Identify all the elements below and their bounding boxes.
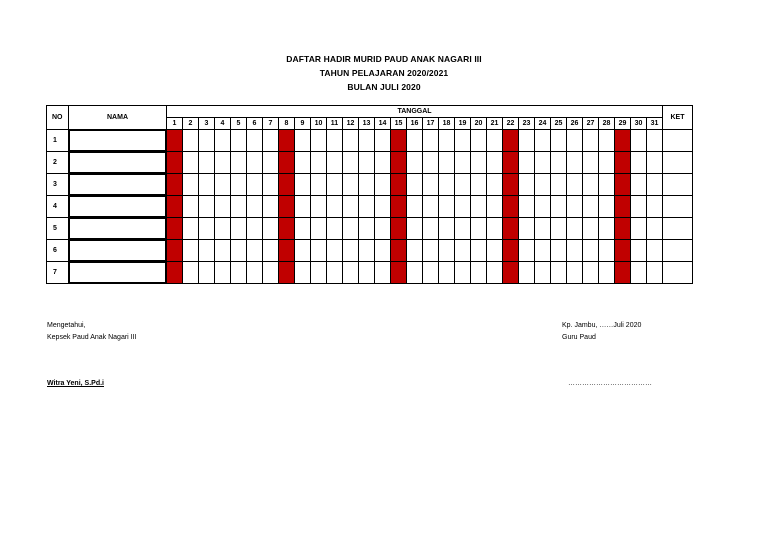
attendance-day-cell[interactable] <box>631 262 647 284</box>
ket-cell[interactable] <box>663 174 693 196</box>
attendance-day-cell[interactable] <box>599 174 615 196</box>
attendance-day-cell[interactable] <box>327 218 343 240</box>
holiday-day-cell <box>167 152 183 174</box>
holiday-day-cell <box>615 174 631 196</box>
holiday-day-cell <box>615 130 631 152</box>
attendance-day-cell[interactable] <box>519 130 535 152</box>
attendance-day-cell[interactable] <box>439 240 455 262</box>
attendance-day-cell[interactable] <box>567 130 583 152</box>
holiday-day-cell <box>503 174 519 196</box>
attendance-day-cell[interactable] <box>199 240 215 262</box>
attendance-day-cell[interactable] <box>551 130 567 152</box>
attendance-day-cell[interactable] <box>183 262 199 284</box>
attendance-day-cell[interactable] <box>359 240 375 262</box>
holiday-day-cell <box>615 240 631 262</box>
attendance-day-cell[interactable] <box>199 218 215 240</box>
attendance-day-cell[interactable] <box>215 196 231 218</box>
ket-cell[interactable] <box>663 196 693 218</box>
day-header: 2 <box>183 118 199 130</box>
attendance-day-cell[interactable] <box>599 218 615 240</box>
attendance-day-cell[interactable] <box>199 130 215 152</box>
day-header: 16 <box>407 118 423 130</box>
attendance-day-cell[interactable] <box>455 130 471 152</box>
student-row <box>47 196 693 218</box>
student-name-cell[interactable] <box>69 262 167 284</box>
attendance-day-cell[interactable] <box>583 152 599 174</box>
ket-cell[interactable] <box>663 130 693 152</box>
holiday-day-cell <box>279 130 295 152</box>
attendance-day-cell[interactable] <box>535 152 551 174</box>
row-number: 4 <box>47 196 69 218</box>
attendance-day-cell[interactable] <box>311 240 327 262</box>
attendance-day-cell[interactable] <box>439 262 455 284</box>
attendance-day-cell[interactable] <box>551 218 567 240</box>
attendance-day-cell[interactable] <box>407 218 423 240</box>
day-header: 31 <box>647 118 663 130</box>
day-header: 15 <box>391 118 407 130</box>
student-row <box>47 152 693 174</box>
attendance-day-cell[interactable] <box>263 262 279 284</box>
attendance-day-cell[interactable] <box>423 218 439 240</box>
attendance-day-cell[interactable] <box>263 240 279 262</box>
attendance-day-cell[interactable] <box>535 174 551 196</box>
attendance-day-cell[interactable] <box>535 262 551 284</box>
attendance-day-cell[interactable] <box>455 152 471 174</box>
day-header: 11 <box>327 118 343 130</box>
attendance-day-cell[interactable] <box>519 196 535 218</box>
day-header: 7 <box>263 118 279 130</box>
date-header: TANGGAL <box>167 106 663 118</box>
attendance-day-cell[interactable] <box>327 262 343 284</box>
day-header: 9 <box>295 118 311 130</box>
day-header: 10 <box>311 118 327 130</box>
attendance-day-cell[interactable] <box>311 218 327 240</box>
attendance-day-cell[interactable] <box>295 152 311 174</box>
student-name-cell[interactable] <box>69 130 167 152</box>
day-header: 20 <box>471 118 487 130</box>
attendance-day-cell[interactable] <box>343 130 359 152</box>
attendance-day-cell[interactable] <box>231 240 247 262</box>
attendance-day-cell[interactable] <box>551 174 567 196</box>
attendance-day-cell[interactable] <box>343 262 359 284</box>
student-name-cell[interactable] <box>69 174 167 196</box>
attendance-day-cell[interactable] <box>423 152 439 174</box>
day-header: 8 <box>279 118 295 130</box>
holiday-day-cell <box>391 152 407 174</box>
attendance-day-cell[interactable] <box>471 174 487 196</box>
attendance-day-cell[interactable] <box>295 240 311 262</box>
attendance-day-cell[interactable] <box>631 196 647 218</box>
attendance-day-cell[interactable] <box>375 262 391 284</box>
attendance-day-cell[interactable] <box>423 130 439 152</box>
day-header: 28 <box>599 118 615 130</box>
attendance-day-cell[interactable] <box>599 262 615 284</box>
attendance-day-cell[interactable] <box>535 130 551 152</box>
attendance-day-cell[interactable] <box>215 130 231 152</box>
attendance-day-cell[interactable] <box>455 262 471 284</box>
attendance-day-cell[interactable] <box>567 218 583 240</box>
holiday-day-cell <box>279 262 295 284</box>
ket-cell[interactable] <box>663 262 693 284</box>
attendance-day-cell[interactable] <box>519 240 535 262</box>
row-number: 2 <box>47 152 69 174</box>
document-title <box>0 52 768 94</box>
day-header: 30 <box>631 118 647 130</box>
attendance-day-cell[interactable] <box>455 174 471 196</box>
ket-header: KET <box>663 106 693 130</box>
holiday-day-cell <box>615 196 631 218</box>
holiday-day-cell <box>615 262 631 284</box>
attendance-day-cell[interactable] <box>519 262 535 284</box>
no-header: NO <box>47 106 69 130</box>
holiday-day-cell <box>391 174 407 196</box>
attendance-day-cell[interactable] <box>343 218 359 240</box>
title-line-1: DAFTAR HADIR MURID PAUD ANAK NAGARI III <box>286 54 482 64</box>
attendance-day-cell[interactable] <box>535 218 551 240</box>
attendance-day-cell[interactable] <box>327 240 343 262</box>
row-number: 1 <box>47 130 69 152</box>
attendance-day-cell[interactable] <box>631 174 647 196</box>
attendance-day-cell[interactable] <box>407 130 423 152</box>
attendance-day-cell[interactable] <box>439 196 455 218</box>
attendance-day-cell[interactable] <box>631 218 647 240</box>
title-line-2: TAHUN PELAJARAN 2020/2021 <box>319 68 449 78</box>
attendance-day-cell[interactable] <box>647 174 663 196</box>
attendance-day-cell[interactable] <box>487 152 503 174</box>
attendance-day-cell[interactable] <box>551 152 567 174</box>
attendance-day-cell[interactable] <box>535 196 551 218</box>
day-header: 22 <box>503 118 519 130</box>
day-header: 1 <box>167 118 183 130</box>
footer-right-role: Guru Paud <box>562 334 596 341</box>
holiday-day-cell <box>167 174 183 196</box>
attendance-day-cell[interactable] <box>487 262 503 284</box>
day-header: 27 <box>583 118 599 130</box>
attendance-day-cell[interactable] <box>583 196 599 218</box>
attendance-day-cell[interactable] <box>455 240 471 262</box>
attendance-day-cell[interactable] <box>583 262 599 284</box>
attendance-day-cell[interactable] <box>375 130 391 152</box>
attendance-day-cell[interactable] <box>567 240 583 262</box>
attendance-day-cell[interactable] <box>455 196 471 218</box>
day-header: 29 <box>615 118 631 130</box>
attendance-day-cell[interactable] <box>263 218 279 240</box>
student-name-cell[interactable] <box>69 196 167 218</box>
attendance-day-cell[interactable] <box>439 174 455 196</box>
attendance-day-cell[interactable] <box>375 218 391 240</box>
ket-cell[interactable] <box>663 240 693 262</box>
day-header: 18 <box>439 118 455 130</box>
attendance-day-cell[interactable] <box>263 174 279 196</box>
attendance-day-cell[interactable] <box>311 196 327 218</box>
holiday-day-cell <box>391 196 407 218</box>
attendance-day-cell[interactable] <box>311 174 327 196</box>
attendance-day-cell[interactable] <box>247 218 263 240</box>
attendance-day-cell[interactable] <box>183 130 199 152</box>
attendance-day-cell[interactable] <box>231 174 247 196</box>
attendance-table <box>46 105 693 284</box>
day-header: 3 <box>199 118 215 130</box>
attendance-day-cell[interactable] <box>471 152 487 174</box>
attendance-day-cell[interactable] <box>215 174 231 196</box>
attendance-day-cell[interactable] <box>231 262 247 284</box>
attendance-day-cell[interactable] <box>247 196 263 218</box>
footer-left-label: Mengetahui, <box>47 322 86 329</box>
attendance-day-cell[interactable] <box>311 130 327 152</box>
ket-cell[interactable] <box>663 152 693 174</box>
attendance-day-cell[interactable] <box>231 218 247 240</box>
row-number: 5 <box>47 218 69 240</box>
student-row <box>47 262 693 284</box>
holiday-day-cell <box>503 218 519 240</box>
attendance-day-cell[interactable] <box>647 218 663 240</box>
holiday-day-cell <box>167 262 183 284</box>
attendance-day-cell[interactable] <box>423 262 439 284</box>
attendance-day-cell[interactable] <box>519 174 535 196</box>
attendance-day-cell[interactable] <box>647 152 663 174</box>
holiday-day-cell <box>279 196 295 218</box>
attendance-day-cell[interactable] <box>263 130 279 152</box>
attendance-day-cell[interactable] <box>535 240 551 262</box>
attendance-day-cell[interactable] <box>247 152 263 174</box>
attendance-day-cell[interactable] <box>231 152 247 174</box>
student-name-cell[interactable] <box>69 240 167 262</box>
attendance-day-cell[interactable] <box>551 262 567 284</box>
attendance-day-cell[interactable] <box>471 240 487 262</box>
attendance-day-cell[interactable] <box>263 152 279 174</box>
holiday-day-cell <box>391 130 407 152</box>
holiday-day-cell <box>167 240 183 262</box>
attendance-day-cell[interactable] <box>327 196 343 218</box>
holiday-day-cell <box>391 218 407 240</box>
attendance-day-cell[interactable] <box>359 130 375 152</box>
attendance-day-cell[interactable] <box>263 196 279 218</box>
attendance-day-cell[interactable] <box>311 152 327 174</box>
attendance-day-cell[interactable] <box>631 130 647 152</box>
attendance-day-cell[interactable] <box>471 262 487 284</box>
attendance-day-cell[interactable] <box>423 174 439 196</box>
day-header: 23 <box>519 118 535 130</box>
attendance-day-cell[interactable] <box>599 196 615 218</box>
holiday-day-cell <box>279 240 295 262</box>
attendance-day-cell[interactable] <box>311 262 327 284</box>
attendance-day-cell[interactable] <box>359 152 375 174</box>
attendance-day-cell[interactable] <box>199 262 215 284</box>
day-header: 4 <box>215 118 231 130</box>
attendance-day-cell[interactable] <box>455 218 471 240</box>
day-header: 17 <box>423 118 439 130</box>
attendance-day-cell[interactable] <box>407 196 423 218</box>
student-name-cell[interactable] <box>69 152 167 174</box>
holiday-day-cell <box>503 262 519 284</box>
attendance-day-cell[interactable] <box>247 130 263 152</box>
attendance-day-cell[interactable] <box>487 240 503 262</box>
day-header: 12 <box>343 118 359 130</box>
day-header: 25 <box>551 118 567 130</box>
attendance-day-cell[interactable] <box>375 196 391 218</box>
attendance-day-cell[interactable] <box>423 240 439 262</box>
footer-right-place-date: Kp. Jambu, ……Juli 2020 <box>562 322 642 329</box>
attendance-day-cell[interactable] <box>327 152 343 174</box>
attendance-day-cell[interactable] <box>631 240 647 262</box>
holiday-day-cell <box>615 152 631 174</box>
attendance-day-cell[interactable] <box>423 196 439 218</box>
student-row <box>47 130 693 152</box>
holiday-day-cell <box>167 218 183 240</box>
attendance-day-cell[interactable] <box>247 262 263 284</box>
attendance-day-cell[interactable] <box>567 152 583 174</box>
attendance-day-cell[interactable] <box>247 240 263 262</box>
attendance-day-cell[interactable] <box>343 174 359 196</box>
attendance-day-cell[interactable] <box>599 152 615 174</box>
holiday-day-cell <box>503 130 519 152</box>
attendance-day-cell[interactable] <box>215 262 231 284</box>
student-row <box>47 174 693 196</box>
attendance-day-cell[interactable] <box>407 152 423 174</box>
attendance-day-cell[interactable] <box>487 130 503 152</box>
attendance-day-cell[interactable] <box>295 262 311 284</box>
attendance-day-cell[interactable] <box>375 240 391 262</box>
attendance-day-cell[interactable] <box>519 218 535 240</box>
day-header: 19 <box>455 118 471 130</box>
attendance-day-cell[interactable] <box>295 174 311 196</box>
student-row <box>47 218 693 240</box>
attendance-day-cell[interactable] <box>359 262 375 284</box>
attendance-day-cell[interactable] <box>199 174 215 196</box>
attendance-day-cell[interactable] <box>215 152 231 174</box>
attendance-day-cell[interactable] <box>487 218 503 240</box>
attendance-day-cell[interactable] <box>439 152 455 174</box>
attendance-day-cell[interactable] <box>295 218 311 240</box>
student-name-cell[interactable] <box>69 218 167 240</box>
holiday-day-cell <box>391 262 407 284</box>
attendance-day-cell[interactable] <box>647 240 663 262</box>
attendance-day-cell[interactable] <box>359 218 375 240</box>
attendance-day-cell[interactable] <box>343 152 359 174</box>
attendance-day-cell[interactable] <box>343 196 359 218</box>
attendance-day-cell[interactable] <box>247 174 263 196</box>
holiday-day-cell <box>279 152 295 174</box>
attendance-day-cell[interactable] <box>631 152 647 174</box>
attendance-day-cell[interactable] <box>295 130 311 152</box>
holiday-day-cell <box>391 240 407 262</box>
attendance-day-cell[interactable] <box>375 174 391 196</box>
attendance-day-cell[interactable] <box>407 240 423 262</box>
attendance-day-cell[interactable] <box>567 174 583 196</box>
holiday-day-cell <box>167 130 183 152</box>
attendance-day-cell[interactable] <box>215 218 231 240</box>
holiday-day-cell <box>503 240 519 262</box>
footer-left-role: Kepsek Paud Anak Nagari III <box>47 334 137 341</box>
attendance-day-cell[interactable] <box>359 196 375 218</box>
attendance-day-cell[interactable] <box>551 240 567 262</box>
title-line-3: BULAN JULI 2020 <box>347 82 421 92</box>
ket-cell[interactable] <box>663 218 693 240</box>
attendance-day-cell[interactable] <box>567 262 583 284</box>
attendance-day-cell[interactable] <box>487 174 503 196</box>
attendance-day-cell[interactable] <box>439 130 455 152</box>
holiday-day-cell <box>615 218 631 240</box>
principal-signature-name: Witra Yeni, S.Pd.i <box>47 380 104 387</box>
attendance-day-cell[interactable] <box>439 218 455 240</box>
attendance-day-cell[interactable] <box>583 240 599 262</box>
attendance-day-cell[interactable] <box>183 174 199 196</box>
holiday-day-cell <box>503 152 519 174</box>
holiday-day-cell <box>279 218 295 240</box>
teacher-signature-blank: ……………………………… <box>568 380 652 387</box>
attendance-day-cell[interactable] <box>199 196 215 218</box>
attendance-day-cell[interactable] <box>231 130 247 152</box>
attendance-day-cell[interactable] <box>327 130 343 152</box>
attendance-day-cell[interactable] <box>183 152 199 174</box>
name-header: NAMA <box>69 106 167 130</box>
attendance-day-cell[interactable] <box>295 196 311 218</box>
holiday-day-cell <box>167 196 183 218</box>
row-number: 7 <box>47 262 69 284</box>
day-header: 26 <box>567 118 583 130</box>
attendance-day-cell[interactable] <box>647 196 663 218</box>
attendance-day-cell[interactable] <box>567 196 583 218</box>
day-header: 24 <box>535 118 551 130</box>
attendance-day-cell[interactable] <box>343 240 359 262</box>
attendance-day-cell[interactable] <box>231 196 247 218</box>
attendance-day-cell[interactable] <box>215 240 231 262</box>
attendance-day-cell[interactable] <box>183 218 199 240</box>
attendance-day-cell[interactable] <box>199 152 215 174</box>
attendance-day-cell[interactable] <box>487 196 503 218</box>
attendance-day-cell[interactable] <box>407 174 423 196</box>
holiday-day-cell <box>279 174 295 196</box>
attendance-day-cell[interactable] <box>471 196 487 218</box>
attendance-day-cell[interactable] <box>327 174 343 196</box>
attendance-day-cell[interactable] <box>599 240 615 262</box>
row-number: 3 <box>47 174 69 196</box>
day-header: 21 <box>487 118 503 130</box>
attendance-day-cell[interactable] <box>551 196 567 218</box>
attendance-day-cell[interactable] <box>647 262 663 284</box>
attendance-day-cell[interactable] <box>407 262 423 284</box>
day-header: 13 <box>359 118 375 130</box>
day-header: 5 <box>231 118 247 130</box>
attendance-day-cell[interactable] <box>583 130 599 152</box>
attendance-day-cell[interactable] <box>183 240 199 262</box>
holiday-day-cell <box>503 196 519 218</box>
attendance-day-cell[interactable] <box>583 218 599 240</box>
attendance-day-cell[interactable] <box>519 152 535 174</box>
attendance-day-cell[interactable] <box>471 130 487 152</box>
attendance-day-cell[interactable] <box>375 152 391 174</box>
day-header: 14 <box>375 118 391 130</box>
attendance-day-cell[interactable] <box>471 218 487 240</box>
row-number: 6 <box>47 240 69 262</box>
attendance-day-cell[interactable] <box>599 130 615 152</box>
attendance-day-cell[interactable] <box>359 174 375 196</box>
day-header: 6 <box>247 118 263 130</box>
attendance-day-cell[interactable] <box>647 130 663 152</box>
student-row <box>47 240 693 262</box>
attendance-day-cell[interactable] <box>183 196 199 218</box>
attendance-day-cell[interactable] <box>583 174 599 196</box>
